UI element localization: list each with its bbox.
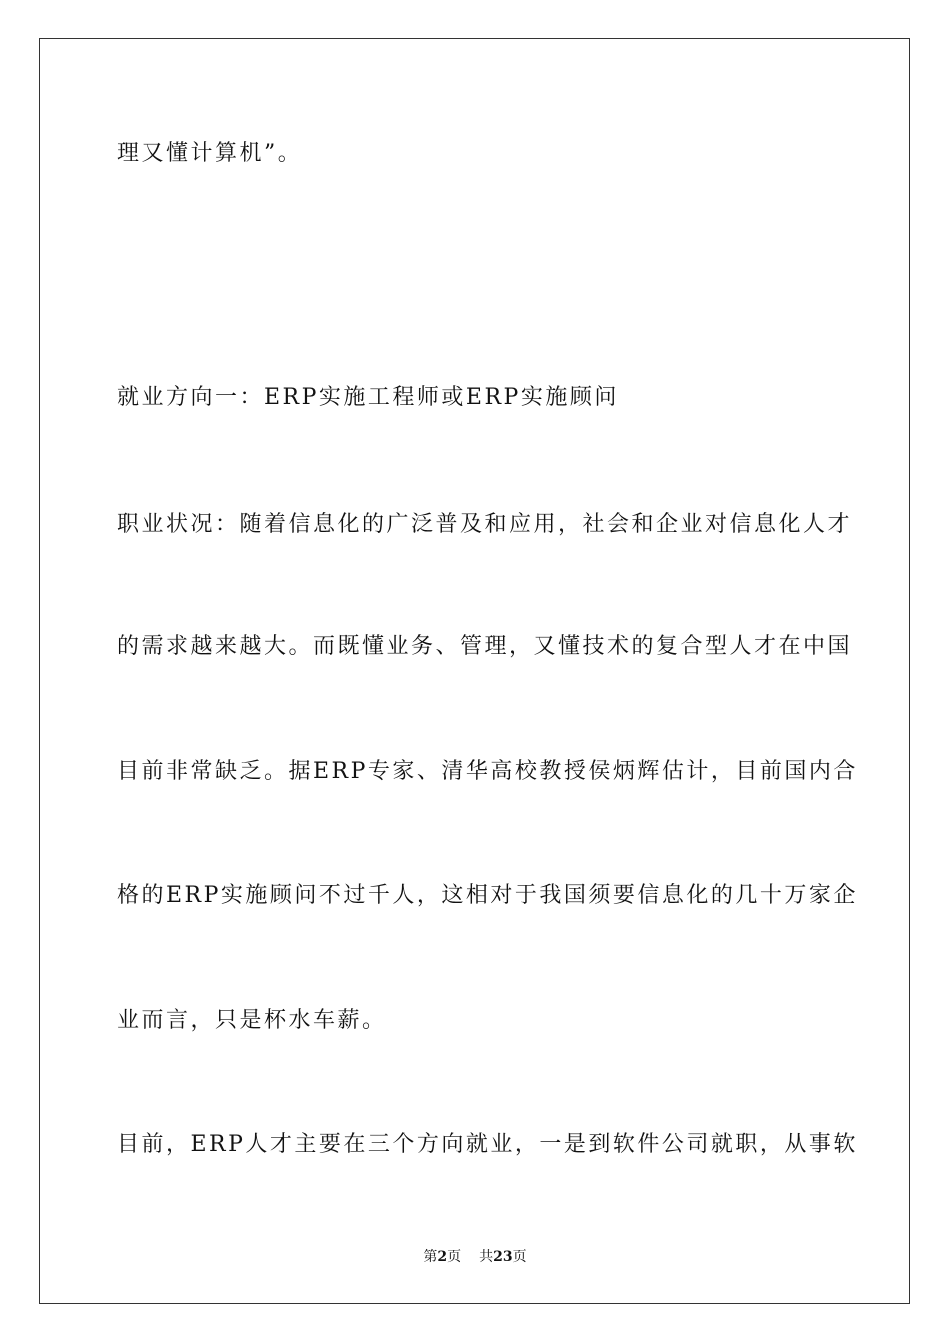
body-text-line: 格的ERP实施顾问不过千人，这相对于我国须要信息化的几十万家企 xyxy=(117,883,858,908)
page-prefix: 第 xyxy=(423,1249,438,1265)
page-footer xyxy=(0,1247,950,1267)
total-pages: 23 xyxy=(493,1249,513,1265)
body-text-line: 的需求越来越大。而既懂业务、管理，又懂技术的复合型人才在中国 xyxy=(117,634,853,659)
body-text-line: 业而言，只是杯水车薪。 xyxy=(117,1008,387,1033)
section-heading: 就业方向一：ERP实施工程师或ERP实施顾问 xyxy=(117,385,619,410)
page-border xyxy=(39,38,910,1304)
page-number: 2 xyxy=(437,1249,448,1265)
page-suffix: 页 xyxy=(447,1249,462,1265)
total-prefix: 共 xyxy=(479,1249,494,1265)
total-suffix: 页 xyxy=(512,1249,527,1265)
body-text-line: 目前，ERP人才主要在三个方向就业，一是到软件公司就职，从事软 xyxy=(117,1132,858,1157)
body-text-line: 职业状况：随着信息化的广泛普及和应用，社会和企业对信息化人才 xyxy=(117,512,853,537)
body-text-line: 目前非常缺乏。据ERP专家、清华高校教授侯炳辉估计，目前国内合 xyxy=(117,759,858,784)
body-text-line: 理又懂计算机”。 xyxy=(117,141,303,166)
